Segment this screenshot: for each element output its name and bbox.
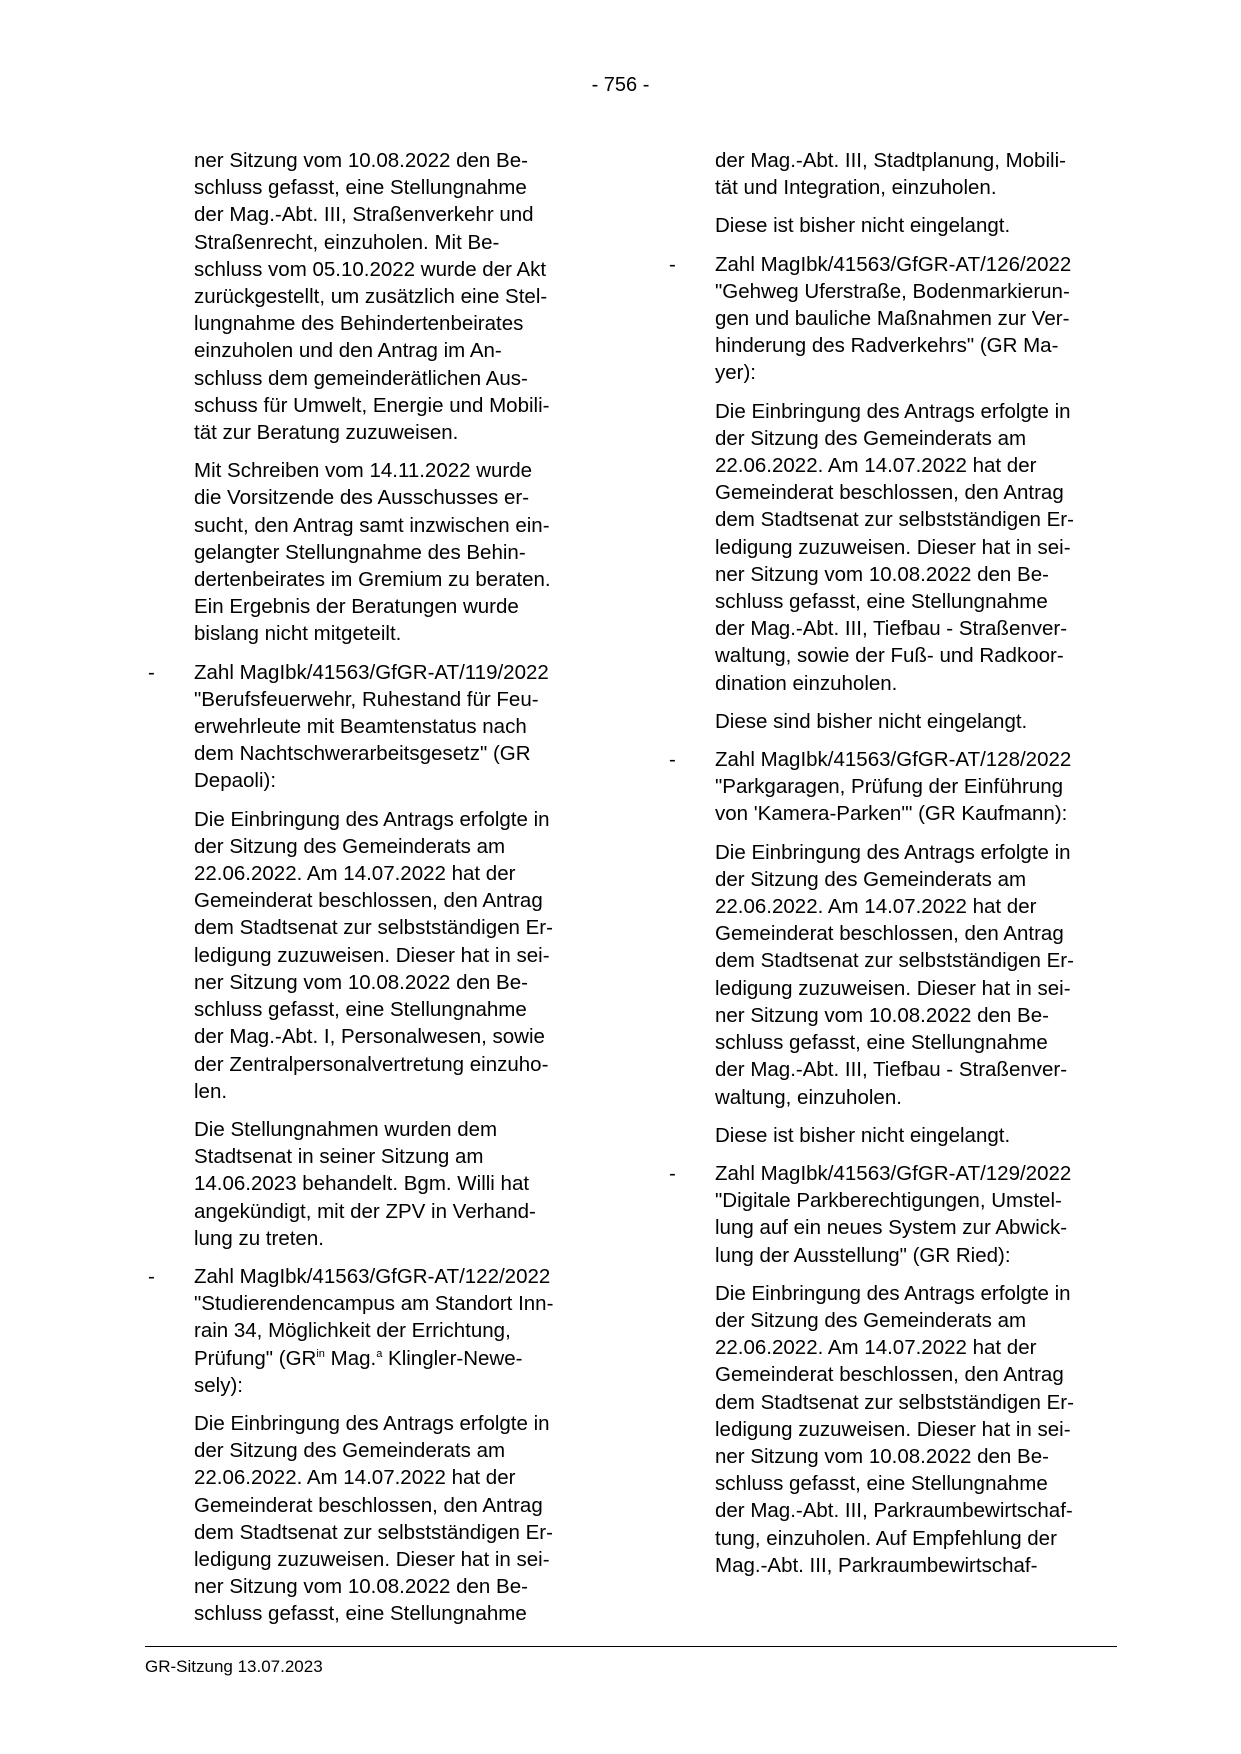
paragraph: Diese ist bisher nicht eingelangt. bbox=[715, 1123, 1011, 1147]
item-title: Zahl MagIbk/41563/GfGR-AT/128/2022 "Parkgaragen, Prüfung der Einführung von 'Kamera-Parken'" (GR Kaufmann): bbox=[715, 748, 1072, 826]
list-bullet: - bbox=[148, 660, 155, 684]
paragraph: Diese ist bisher nicht eingelangt. bbox=[715, 214, 1011, 238]
list-item bbox=[148, 1263, 594, 1628]
paragraph: Diese sind bisher nicht eingelangt. bbox=[715, 709, 1028, 733]
list-item bbox=[669, 1160, 1115, 1579]
paragraph: Die Einbringung des Antrags erfolgte in der Sitzung des Gemeinderats am 22.06.2022. Am 14.07.2022 hat der Gemeinderat beschlossen, den Antrag dem Stadtsenat zur selbstständigen Er- ledigung zuzuweisen. Dieser hat in sei- ner Sitzung vom 10.08.2022 den Be- schluss gefasst, eine Stellungnahme der Mag.-Abt. III, Parkraumbewirtschaf- tung, einzuholen. Auf Empfehlung der Mag.-Abt. III, Parkraumbewirtschaf- bbox=[715, 1281, 1074, 1577]
list-item bbox=[669, 251, 1115, 735]
item-title: Zahl MagIbk/41563/GfGR-AT/129/2022 "Digitale Parkberechtigungen, Umstel- lung auf ein neues System zur Abwick- lung der Ausstellung" (GR Ried): bbox=[715, 1161, 1072, 1267]
paragraph: ner Sitzung vom 10.08.2022 den Be- schluss gefasst, eine Stellungnahme der Mag.-Abt. III, Straßenverkehr und Straßenrecht, einzuholen. Mit Be- schluss vom 05.10.2022 wurde der Akt zurückgestellt, um zusätzlich eine Stel- lungnahme des Behindertenbeirates einzuholen und den Antrag im An- schluss dem gemeinderätlichen Aus- schuss für Umwelt, Energie und Mobili- tät zur Beratung zuzuweisen. bbox=[194, 149, 550, 445]
left-column bbox=[148, 147, 594, 1639]
paragraph: der Mag.-Abt. III, Stadtplanung, Mobili- tät und Integration, einzuholen. bbox=[715, 149, 1066, 200]
item-title: Zahl MagIbk/41563/GfGR-AT/119/2022 "Berufsfeuerwehr, Ruhestand für Feu- erwehrleute mit Beamtenstatus nach dem Nachtschwerarbeitsgesetz" (GR Depaoli): bbox=[194, 660, 549, 793]
right-column bbox=[669, 147, 1115, 1590]
paragraph: Die Einbringung des Antrags erfolgte in der Sitzung des Gemeinderats am 22.06.2022. Am 14.07.2022 hat der Gemeinderat beschlossen, den Antrag dem Stadtsenat zur selbstständigen Er- ledigung zuzuweisen. Dieser hat in sei- ner Sitzung vom 10.08.2022 den Be- schluss gefasst, eine Stellungnahme der Mag.-Abt. III, Tiefbau - Straßenver- waltung, sowie der Fuß- und Radkoor- dination einzuholen. bbox=[715, 399, 1074, 695]
list-bullet: - bbox=[148, 1264, 155, 1288]
list-bullet: - bbox=[669, 1161, 676, 1185]
list-bullet: - bbox=[669, 748, 676, 772]
paragraph: Die Einbringung des Antrags erfolgte in der Sitzung des Gemeinderats am 22.06.2022. Am 14.07.2022 hat der Gemeinderat beschlossen, den Antrag dem Stadtsenat zur selbstständigen Er- ledigung zuzuweisen. Dieser hat in sei- ner Sitzung vom 10.08.2022 den Be- schluss gefasst, eine Stellungnahme der Mag.-Abt. I, Personalwesen, sowie der Zentralpersonalvertretung einzuho- len. bbox=[194, 807, 553, 1103]
paragraph: Die Stellungnahmen wurden dem Stadtsenat in seiner Sitzung am 14.06.2023 behandelt. Bgm. Willi hat angekündigt, mit der ZPV in Verhand- lung zu treten. bbox=[194, 1117, 536, 1250]
paragraph: Mit Schreiben vom 14.11.2022 wurde die Vorsitzende des Ausschusses er- sucht, den Antrag samt inzwischen ein- gelangter Stellungnahme des Behin- dertenbeirates im Gremium zu beraten. Ein Ergebnis der Beratungen wurde bislang nicht mitgeteilt. bbox=[194, 459, 551, 646]
list-item bbox=[148, 659, 594, 1252]
item-title: Zahl MagIbk/41563/GfGR-AT/122/2022 "Studierendencampus am Standort Inn- rain 34, Möglichkeit der Errichtung, Prüfung" ($GR^{in}$ Mag.$^a$ Klingler-Newe- sely): bbox=[194, 1264, 554, 1397]
page-number: - 756 - bbox=[591, 74, 650, 96]
item-title: Zahl MagIbk/41563/GfGR-AT/126/2022 "Gehweg Uferstraße, Bodenmarkierun- gen und bauliche Maßnahmen zur Ver- hinderung des Radverkehrs" (GR Ma- yer): bbox=[715, 252, 1072, 385]
list-bullet: - bbox=[669, 252, 676, 276]
footer-divider bbox=[145, 1646, 1117, 1647]
paragraph: Die Einbringung des Antrags erfolgte in der Sitzung des Gemeinderats am 22.06.2022. Am 14.07.2022 hat der Gemeinderat beschlossen, den Antrag dem Stadtsenat zur selbstständigen Er- ledigung zuzuweisen. Dieser hat in sei- ner Sitzung vom 10.08.2022 den Be- schluss gefasst, eine Stellungnahme bbox=[194, 1411, 553, 1626]
footer-text: GR-Sitzung 13.07.2023 bbox=[145, 1657, 323, 1676]
list-item bbox=[669, 746, 1115, 1149]
paragraph: Die Einbringung des Antrags erfolgte in der Sitzung des Gemeinderats am 22.06.2022. Am 14.07.2022 hat der Gemeinderat beschlossen, den Antrag dem Stadtsenat zur selbstständigen Er- ledigung zuzuweisen. Dieser hat in sei- ner Sitzung vom 10.08.2022 den Be- schluss gefasst, eine Stellungnahme der Mag.-Abt. III, Tiefbau - Straßenver- waltung, einzuholen. bbox=[715, 840, 1074, 1109]
